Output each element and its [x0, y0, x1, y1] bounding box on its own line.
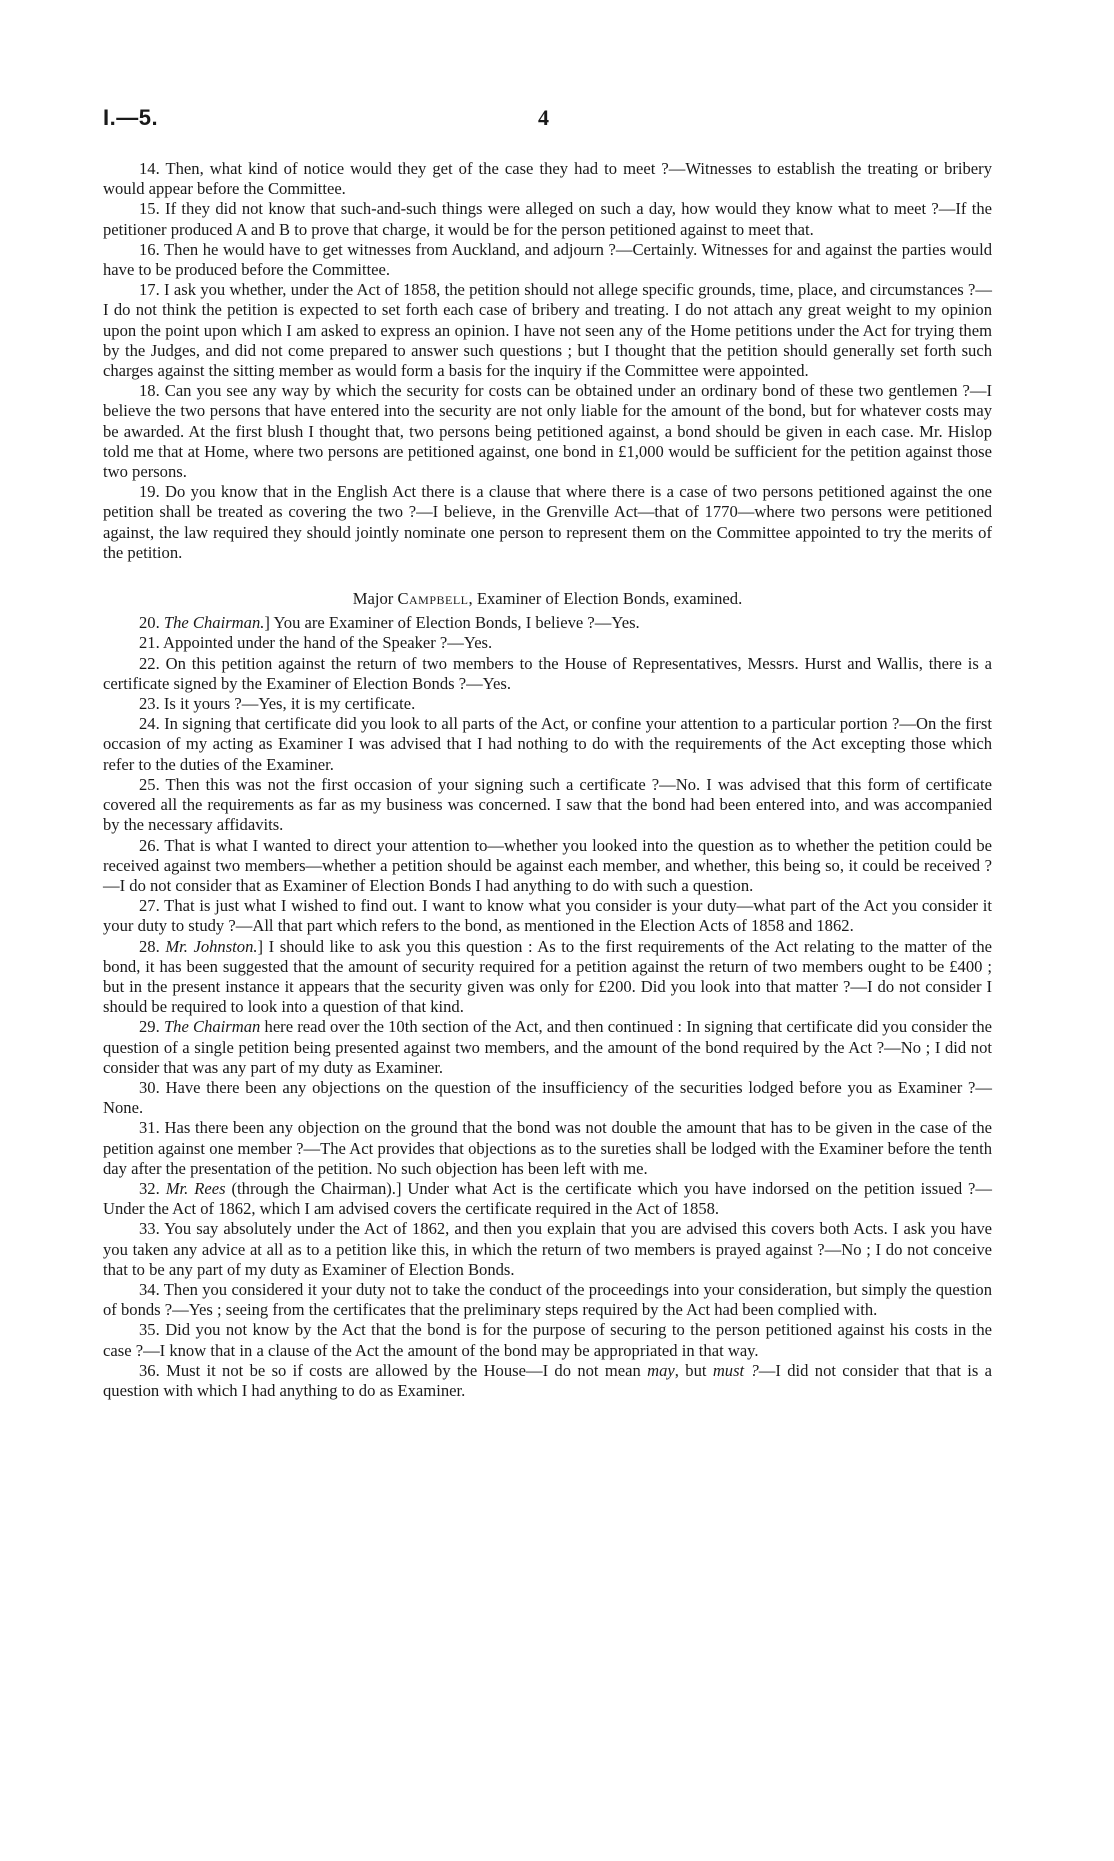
question-14: 14. Then, what kind of notice would they get of the case they had to meet ?—Witnesses to establish the treating or bribery would appear before the Committee.	[103, 159, 992, 199]
question-19: 19. Do you know that in the English Act there is a clause that where there is a case of two persons petitioned against the one petition shall be treated as covering the two ?—I believe, in the Grenville Act—that of 1770—where two persons were petitioned against, the law required they should jointly nominate one person to represent them on the Committee appointed to try the merits of the petition.	[103, 482, 992, 562]
question-22: 22. On this petition against the return of two members to the House of Representatives, Messrs. Hurst and Wallis, there is a certificate signed by the Examiner of Election Bonds ?—Yes.	[103, 653, 992, 693]
question-text: (through the Chairman).] Under what Act is the certificate which you have indorsed on the petition issued ?—Under the Act of 1862, which I am advised covers the certificate required in the Act of 1858.	[103, 1178, 993, 1219]
question-23: 23. Is it yours ?—Yes, it is my certificate.	[139, 694, 416, 714]
question-30: 30. Have there been any objections on the question of the insufficiency of the securities lodged before you as Examiner ?—None.	[103, 1077, 992, 1118]
question-33: 33. You say absolutely under the Act of 1862, and then you explain that you are advised this covers both Acts. I ask you have you taken any advice at all as to a petition like this, in which the return of two members is prayed against ?—No ; I do not conceive that to be any part of my duty as Examiner of Election Bonds.	[103, 1219, 992, 1279]
question-35: 35. Did you not know by the Act that the bond is for the purpose of securing to the person petitioned against his costs in the case ?—I know that in a clause of the Act the amount of the bond may be appropriated in that way.	[103, 1320, 992, 1360]
question-20	[103, 613, 992, 633]
question-31: 31. Has there been any objection on the ground that the bond was not double the amount that has to be given in the case of the petition against one member ?—The Act provides that objections as to the sureties shall be lodged with the Examiner before the tenth day after the presentation of the petition. No such objection has been left with me.	[103, 1118, 992, 1178]
question-number: 20.	[139, 613, 164, 633]
heading-suffix: , Examiner of Election Bonds, examined.	[468, 589, 743, 609]
document-body	[103, 159, 992, 1401]
emphasis-may: may	[647, 1360, 675, 1380]
heading-prefix: Major	[352, 589, 398, 609]
question-34: 34. Then you considered it your duty not to take the conduct of the proceedings into your consideration, but simply the question of bonds ?—Yes ; seeing from the certificates that the preliminary steps required by the Act had been complied with.	[103, 1279, 992, 1320]
question-text: ] I should like to ask you this question : As to the first requirements of the Act relating to the matter of the bond, it has been suggested that the amount of security required for a petition against the return of two members ought to be £400 ; but in the present instance it appears that the security given was only for £200. Did you look into that matter ?—I do not consider I should be required to look into a question of that kind.	[103, 936, 993, 1017]
speaker-name: Mr. Rees	[165, 1178, 226, 1198]
question-26: 26. That is what I wanted to direct your attention to—whether you looked into the question as to whether the petition could be received against two members—whether a petition should be against each member, and whether, this being so, it could be received ?—I do not consider that as Examiner of Election Bonds I had anything to do with such a question.	[103, 835, 992, 895]
question-number: 28.	[139, 936, 166, 956]
document-reference: I.—5.	[103, 105, 159, 130]
speaker-name: The Chairman	[163, 1017, 261, 1037]
emphasis-must: must ?	[712, 1360, 759, 1380]
question-28	[103, 937, 992, 1018]
speaker-name: Mr. Johnston.	[165, 936, 258, 956]
question-36	[103, 1361, 992, 1401]
question-text-start: 36. Must it not be so if costs are allowed by the House—I do not mean	[139, 1360, 648, 1380]
question-29	[103, 1017, 992, 1078]
question-27: 27. That is just what I wished to find out. I want to know what you consider is your duty—what part of the Act you consider it your duty to study ?—All that part which refers to the bond, as mentioned in the Election Acts of 1858 and 1862.	[103, 896, 992, 936]
page-number: 4	[538, 105, 549, 130]
question-text-mid: , but	[674, 1360, 713, 1380]
page-header	[103, 105, 992, 145]
question-18: 18. Can you see any way by which the security for costs can be obtained under an ordinary bond of these two gentlemen ?—I believe the two persons that have entered into the security are not only liable for the amount of the bond, but for whatever costs may be awarded. At the first blush I thought that, two persons being petitioned against, a bond should be given in each case. Mr. Hislop told me that at Home, where two persons are petitioned against, one bond in £1,000 would be sufficient for the petition against those two persons.	[103, 381, 992, 482]
question-number: 29.	[139, 1017, 164, 1037]
speaker-name: The Chairman.	[163, 613, 265, 633]
question-15: 15. If they did not know that such-and-such things were alleged on such a day, how would they know what to meet ?—If the petitioner produced A and B to prove that charge, it would be for the person petitioned against to meet that.	[103, 199, 992, 239]
question-32	[103, 1179, 992, 1219]
witness-name: Campbell	[397, 589, 469, 609]
question-16: 16. Then he would have to get witnesses from Auckland, and adjourn ?—Certainly. Witnesses for and against the parties would have to be produced before the Committee.	[103, 239, 992, 280]
question-text-end: —I did not consider that that is a question with which I had anything to do as Examiner.	[103, 1360, 993, 1400]
question-number: 32.	[139, 1178, 166, 1198]
witness-heading	[103, 589, 992, 609]
question-text: here read over the 10th section of the Act, and then continued : In signing that certificate did you consider the question of a single petition being presented against two members, and the amount of the bond required by the Act ?—No ; I did not consider that was any part of my duty as Examiner.	[103, 1017, 992, 1077]
question-text: ] You are Examiner of Election Bonds, I believe ?—Yes.	[264, 613, 640, 633]
question-17: 17. I ask you whether, under the Act of 1858, the petition should not allege specific grounds, time, place, and circumstances ?—I do not think the petition is expected to set forth each case of bribery and treating. I do not attach any great weight to my opinion upon the point upon which I am asked to express an opinion. I have not seen any of the Home petitions under the Act for trying them by the Judges, and did not come prepared to answer such questions ; but I thought that the petition should generally set forth such charges against the sitting member as would form a basis for the inquiry if the Committee were appointed.	[103, 280, 992, 381]
question-21: 21. Appointed under the hand of the Speaker ?—Yes.	[139, 633, 493, 653]
question-25: 25. Then this was not the first occasion of your signing such a certificate ?—No. I was advised that this form of certificate covered all the requirements as far as my business was concerned. I saw that the bond had been entered into, and was accompanied by the necessary affidavits.	[103, 774, 992, 835]
question-24: 24. In signing that certificate did you look to all parts of the Act, or confine your attention to a particular portion ?—On the first occasion of my acting as Examiner I was advised that I had nothing to do with the requirements of the Act excepting those which refer to the duties of the Examiner.	[103, 714, 992, 774]
